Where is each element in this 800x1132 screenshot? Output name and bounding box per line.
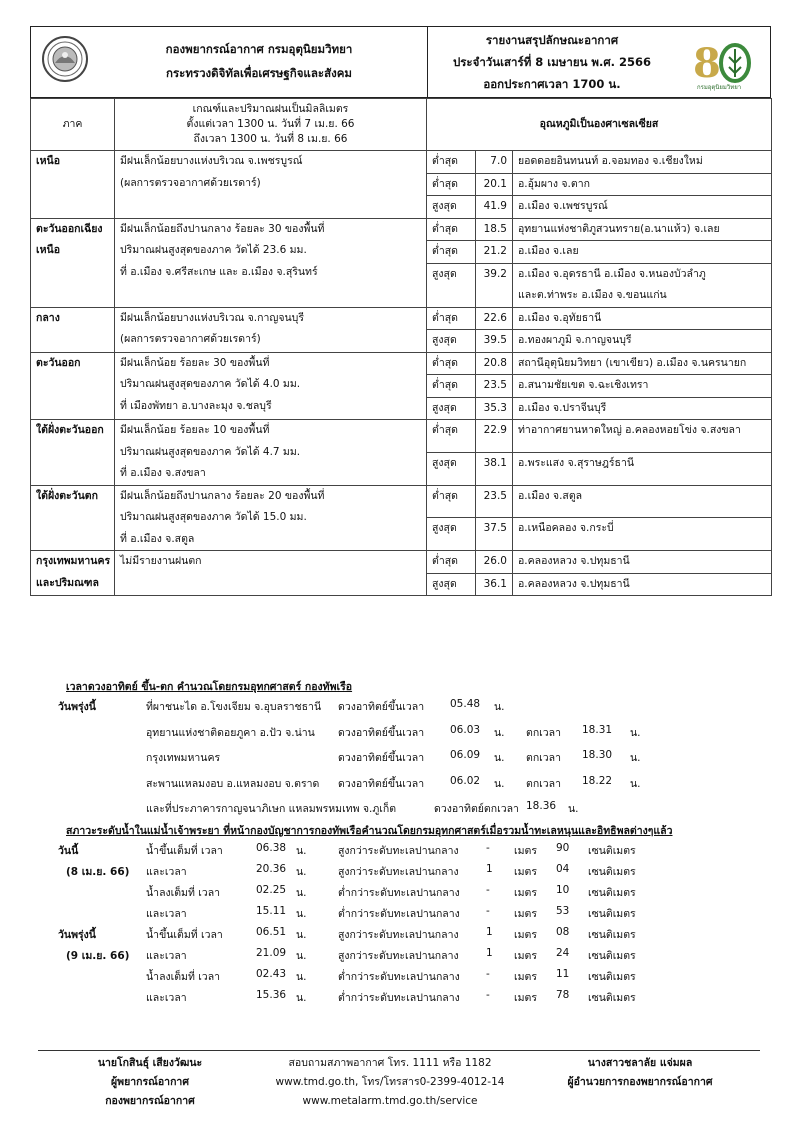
region-cell [31,485,115,551]
tide-meters: - [486,884,490,896]
sun-rise-label: ดวงอาทิตย์ขึ้นเวลา [338,777,425,790]
tide-meter-unit: เมตร [514,950,537,962]
rain-text: มีฝนเล็กน้อยบางแห่งบริเวณ จ.เพชรบูรณ์ [120,155,303,167]
tide-centimeters: 90 [556,842,570,854]
region-name: ตะวันออกเฉียงเหนือ [36,222,103,256]
temp-value: 39.5 [476,330,513,353]
tide-unit: น. [296,866,307,878]
sun-times-heading: เวลาดวงอาทิตย์ ขึ้น-ตก คำนวณโดยกรมอุทกศาสตร์ กองทัพเรือ [66,681,353,693]
tide-meters: 1 [486,947,493,959]
temp-value: 38.1 [476,452,513,485]
temp-value: 22.6 [476,307,513,330]
header-temperature: อุณหภูมิเป็นองศาเซลเซียส [427,99,772,151]
tide-time: 06.51 [256,926,287,938]
rain-text: ที่ อ.เมือง จ.ศรีสะเกษ และ อ.เมือง จ.สุรินทร์ [120,265,318,278]
region-cell [31,151,115,219]
sun-last-time: 18.36 [526,800,557,812]
tide-centimeters: 24 [556,947,570,959]
sun-place: สะพานแหลมงอบ อ.แหลมงอบ จ.ตราด [146,777,320,790]
temp-location-line: อ.พระแสง จ.สุราษฎร์ธานี [518,456,635,469]
temp-kind: สูงสุด [427,452,476,485]
tide-label: และเวลา [146,950,187,962]
temp-value: 35.3 [476,397,513,420]
rain-text: ที่ อ.เมือง จ.สงขลา [120,467,206,479]
forecaster-title: ผู้พยากรณ์อากาศ [111,1076,189,1088]
tide-unit: น. [296,950,307,962]
rain-text: (ผลการตรวจอากาศด้วยเรดาร์) [120,333,261,345]
temp-location-line: อ.เมือง จ.อุดรธานี อ.เมือง จ.หนองบัวลำภู [518,267,706,280]
tide-meters: - [486,989,490,1001]
tide-label: น้ำลงเต็มที่ เวลา [146,971,221,983]
sun-set-label: ตกเวลา [526,777,561,790]
region-name: กลาง [36,311,60,324]
table-header-row [31,99,772,151]
temp-location-line: อ.เมือง จ.เพชรบูรณ์ [518,200,608,212]
region-name: และปริมณฑล [36,576,99,589]
tide-meter-unit: เมตร [514,887,537,899]
tide-unit: น. [296,908,307,920]
region-name: เหนือ [36,155,60,167]
header-rain-line3: ถึงเวลา 1300 น. วันที่ 8 เม.ย. 66 [193,133,348,145]
director-name: นางสาวชลาลัย แจ่มผล [587,1057,693,1069]
tide-description: สูงกว่าระดับทะเลปานกลาง [338,866,459,878]
sun-day-label: วันพรุ่งนี้ [58,701,96,713]
temp-location [513,420,772,453]
footer-right [540,1054,740,1092]
rain-text: มีฝนเล็กน้อยบางแห่งบริเวณ จ.กาญจนบุรี [120,311,304,324]
tide-meters: 1 [486,926,493,938]
temp-location-line: ยอดดอยอินทนนท์ อ.จอมทอง จ.เชียงใหม่ [518,155,703,167]
temp-location [513,352,772,375]
footer-left [80,1054,220,1111]
tide-centimeters: 78 [556,989,570,1001]
sun-unit: น. [630,777,641,790]
sun-rise-label: ดวงอาทิตย์ขึ้นเวลา [338,701,425,713]
tide-label: น้ำขึ้นเต็มที่ เวลา [146,929,223,941]
footer-divider [38,1050,760,1051]
rain-cell [115,218,427,307]
tide-unit: น. [296,845,307,857]
table-row [31,218,772,241]
sun-rise-label: ดวงอาทิตย์ขึ้นเวลา [338,752,425,764]
temp-location-line: อุทยานแห่งชาติภูสวนทราย(อ.นาแห้ว) จ.เลย [518,222,720,235]
temp-location [513,330,772,353]
temp-location-line: อ.ทองผาภูมิ จ.กาญจนบุรี [518,334,632,346]
temp-kind: ต่ำสุด [427,352,476,375]
contact-service-url[interactable]: www.metalarm.tmd.go.th/service [302,1095,478,1107]
rain-cell [115,307,427,352]
tide-description: สูงกว่าระดับทะเลปานกลาง [338,845,459,857]
tide-cm-unit: เซนติเมตร [588,992,636,1004]
sun-rise-time: 06.03 [450,723,481,736]
sun-rise-label: ดวงอาทิตย์ขึ้นเวลา [338,726,425,739]
tide-day-label: วันพรุ่งนี้ [58,929,96,941]
temp-location-line: อ.เมือง จ.เลย [518,245,579,257]
tide-time: 06.38 [256,842,287,854]
temp-location-line: อ.เหนือคลอง จ.กระบี่ [518,522,614,535]
temp-kind: สูงสุด [427,397,476,420]
rain-text: ที่ อ.เมือง จ.สตูล [120,532,195,545]
tide-meters: - [486,905,490,917]
tide-meter-unit: เมตร [514,845,537,857]
tide-cm-unit: เซนติเมตร [588,971,636,983]
temp-location [513,397,772,420]
sun-rise-time: 06.09 [450,749,481,761]
temp-kind: ต่ำสุด [427,375,476,398]
weather-summary-table [30,98,772,596]
tide-meters: - [486,842,490,854]
temp-value: 21.2 [476,241,513,264]
tide-date-label: (8 เม.ย. 66) [66,866,130,878]
rain-text: ที่ เมืองพัทยา อ.บางละมุง จ.ชลบุรี [120,399,272,412]
temp-location-line: อ.เมือง จ.อุทัยธานี [518,311,602,324]
department-seal-icon [41,35,89,83]
rain-text: ปริมาณฝนสูงสุดของภาค วัดได้ 4.7 มม. [120,445,301,458]
tide-label: น้ำขึ้นเต็มที่ เวลา [146,845,223,857]
tide-time: 15.36 [256,989,287,1001]
temp-location [513,485,772,518]
tide-time: 20.36 [256,863,287,875]
tide-cm-unit: เซนติเมตร [588,866,636,878]
footer-contact [262,1054,518,1111]
temp-kind: ต่ำสุด [427,218,476,241]
tide-meter-unit: เมตร [514,992,537,1004]
sun-place: อุทยานแห่งชาติดอยภูคา อ.ปัว จ.น่าน [146,726,315,739]
sun-set-time: 18.30 [582,749,613,761]
rain-text: มีฝนเล็กน้อยถึงปานกลาง ร้อยละ 30 ของพื้นที่ [120,222,325,235]
temp-location-line: ท่าอากาศยานหาดใหญ่ อ.คลองหอยโข่ง จ.สงขลา [518,424,741,436]
anniversary-logo-icon [691,37,761,93]
table-row [31,352,772,375]
tide-description: สูงกว่าระดับทะเลปานกลาง [338,929,459,941]
temp-kind: ต่ำสุด [427,307,476,330]
temp-location [513,551,772,574]
rain-text: มีฝนเล็กน้อยถึงปานกลาง ร้อยละ 20 ของพื้นที่ [120,489,325,502]
tide-unit: น. [296,929,307,941]
temp-location [513,151,772,174]
sun-unit: น. [630,726,641,739]
tide-time: 02.25 [256,884,287,896]
sun-rise-time: 06.02 [450,774,481,787]
temp-kind: ต่ำสุด [427,151,476,174]
forecaster-name: นายโกสินธุ์ เสียงวัฒนะ [97,1057,203,1069]
org-line-1: กองพยากรณ์อากาศ กรมอุตุนิยมวิทยา [165,42,353,56]
temp-location-line: อ.คลองหลวง จ.ปทุมธานี [518,577,630,590]
temp-location [513,196,772,219]
contact-phone: สอบถามสภาพอากาศ โทร. 1111 หรือ 1182 [288,1057,492,1069]
rain-cell [115,551,427,596]
tide-meters: 1 [486,863,493,875]
tide-centimeters: 11 [556,968,570,980]
table-row [31,485,772,518]
report-title: รายงานสรุปลักษณะอากาศ [485,33,619,47]
tide-meter-unit: เมตร [514,908,537,920]
rain-text: ปริมาณฝนสูงสุดของภาค วัดได้ 23.6 มม. [120,244,307,256]
rain-text: มีฝนเล็กน้อย ร้อยละ 30 ของพื้นที่ [120,356,270,369]
rain-text: ปริมาณฝนสูงสุดของภาค วัดได้ 15.0 มม. [120,511,307,523]
tide-label: และเวลา [146,908,187,920]
header-rain-line2: ตั้งแต่เวลา 1300 น. วันที่ 7 เม.ย. 66 [186,118,355,130]
temp-kind: ต่ำสุด [427,241,476,264]
region-cell [31,551,115,596]
temp-value: 41.9 [476,196,513,219]
temp-location [513,241,772,264]
report-header [30,26,771,98]
table-row [31,551,772,574]
sun-set-label: ตกเวลา [526,726,561,739]
temp-location [513,518,772,551]
tide-meter-unit: เมตร [514,971,537,983]
temp-kind: ต่ำสุด [427,551,476,574]
temp-value: 23.5 [476,375,513,398]
temp-location-line: สถานีอุตุนิยมวิทยา (เขาเขียว) อ.เมือง จ.นครนายก [518,356,747,369]
sun-rise-time: 05.48 [450,698,481,710]
region-name: ตะวันออก [36,356,81,369]
temp-value: 22.9 [476,420,513,453]
sun-last-label: ดวงอาทิตย์ตกเวลา [434,803,519,815]
rain-text: (ผลการตรวจอากาศด้วยเรดาร์) [120,176,261,189]
region-name: กรุงเทพมหานคร [36,555,111,567]
tide-time: 02.43 [256,968,287,980]
rain-cell [115,151,427,219]
sun-unit: น. [494,726,505,739]
rain-text: มีฝนเล็กน้อย ร้อยละ 10 ของพื้นที่ [120,424,270,436]
temp-location-line: และต.ท่าพระ อ.เมือง จ.ขอนแก่น [518,289,667,301]
tide-cm-unit: เซนติเมตร [588,950,636,962]
contact-website[interactable]: www.tmd.go.th, โทร/โทรสาร0-2399-4012-14 [275,1076,505,1088]
sun-unit: น. [494,777,505,790]
temp-kind: ต่ำสุด [427,485,476,518]
sun-set-time: 18.22 [582,774,613,787]
temp-location [513,173,772,196]
table-row [31,307,772,330]
tide-unit: น. [296,992,307,1004]
temp-value: 20.8 [476,352,513,375]
temp-location [513,218,772,241]
temp-location [513,452,772,485]
temp-location-line: อ.เมือง จ.สตูล [518,489,583,502]
temp-value: 23.5 [476,485,513,518]
temp-location-line: อ.สนามชัยเขต จ.ฉะเชิงเทรา [518,379,649,391]
organization-name [91,37,427,85]
temp-kind: ต่ำสุด [427,173,476,196]
tide-label: น้ำลงเต็มที่ เวลา [146,887,221,899]
region-cell [31,352,115,420]
tide-cm-unit: เซนติเมตร [588,887,636,899]
sun-unit: น. [630,752,641,764]
header-region: ภาค [31,99,115,151]
temp-value: 39.2 [476,263,513,307]
temp-kind: สูงสุด [427,196,476,219]
tide-unit: น. [296,971,307,983]
tide-meter-unit: เมตร [514,866,537,878]
temp-value: 37.5 [476,518,513,551]
region-cell [31,307,115,352]
tide-meter-unit: เมตร [514,929,537,941]
svg-text:8: 8 [693,40,721,87]
sun-last-unit: น. [568,803,579,815]
tide-centimeters: 53 [556,905,570,917]
sun-set-label: ตกเวลา [526,752,561,764]
tide-label: และเวลา [146,866,187,878]
temp-value: 36.1 [476,573,513,596]
tide-cm-unit: เซนติเมตร [588,908,636,920]
temp-kind: สูงสุด [427,263,476,307]
temp-location [513,263,772,307]
tide-centimeters: 04 [556,863,570,875]
region-cell [31,218,115,307]
region-name: ใต้ฝั่งตะวันตก [36,489,98,502]
tide-date-label: (9 เม.ย. 66) [66,950,130,962]
table-row [31,420,772,453]
tide-centimeters: 08 [556,926,570,938]
tide-heading: สภาวะระดับน้ำในแม่น้ำเจ้าพระยา ที่หน้ากองบัญชาการกองทัพเรือคำนวณโดยกรมอุทกศาสตร์เมื่อรวมน้ำทะเลหนุนและอิทธิพลต่างๆแล้ว [66,825,673,837]
tide-label: และเวลา [146,992,187,1004]
tide-description: สูงกว่าระดับทะเลปานกลาง [338,950,459,962]
rain-cell [115,352,427,420]
logo-caption: กรมอุตุนิยมวิทยา [697,84,742,91]
region-cell [31,420,115,486]
temp-location [513,375,772,398]
tide-cm-unit: เซนติเมตร [588,845,636,857]
tide-description: ต่ำกว่าระดับทะเลปานกลาง [338,908,460,920]
tide-time: 21.09 [256,947,287,959]
temp-value: 20.1 [476,173,513,196]
sun-place: กรุงเทพมหานคร [146,752,221,764]
temp-location [513,307,772,330]
report-title-block [427,29,677,95]
temp-value: 26.0 [476,551,513,574]
tide-meters: - [486,968,490,980]
temp-kind: สูงสุด [427,573,476,596]
sun-unit: น. [494,701,505,713]
sun-last-place: และที่ประภาคารกาญจนาภิเษก แหลมพรหมเทพ จ.ภูเก็ต [146,803,397,815]
table-row [31,151,772,174]
report-time: ออกประกาศเวลา 1700 น. [483,77,621,91]
sun-unit: น. [494,752,505,764]
tide-description: ต่ำกว่าระดับทะเลปานกลาง [338,887,460,899]
director-title: ผู้อำนวยการกองพยากรณ์อากาศ [567,1076,713,1088]
sun-place: ที่ผาชนะได อ.โขงเจียม จ.อุบลราชธานี [146,701,322,713]
tide-day-label: วันนี้ [58,845,79,857]
temp-location-line: อ.คลองหลวง จ.ปทุมธานี [518,555,630,567]
header-rain [115,99,427,151]
rain-cell [115,420,427,486]
sun-set-time: 18.31 [582,723,613,736]
tide-unit: น. [296,887,307,899]
temp-location [513,573,772,596]
temp-kind: สูงสุด [427,518,476,551]
region-name: ใต้ฝั่งตะวันออก [36,424,104,436]
temp-value: 7.0 [476,151,513,174]
report-date: ประจำวันเสาร์ที่ 8 เมษายน พ.ศ. 2566 [452,55,652,69]
temp-kind: ต่ำสุด [427,420,476,453]
tide-description: ต่ำกว่าระดับทะเลปานกลาง [338,992,460,1004]
tide-time: 15.11 [256,905,287,917]
tide-description: ต่ำกว่าระดับทะเลปานกลาง [338,971,460,983]
temp-kind: สูงสุด [427,330,476,353]
temp-value: 18.5 [476,218,513,241]
rain-text: ไม่มีรายงานฝนตก [120,555,202,567]
tide-cm-unit: เซนติเมตร [588,929,636,941]
rain-cell [115,485,427,551]
temp-location-line: อ.เมือง จ.ปราจีนบุรี [518,401,607,414]
rain-text: ปริมาณฝนสูงสุดของภาค วัดได้ 4.0 มม. [120,378,301,390]
temp-location-line: อ.อุ้มผาง จ.ตาก [518,177,590,190]
org-line-2: กระทรวงดิจิทัลเพื่อเศรษฐกิจและสังคม [166,66,352,80]
tide-centimeters: 10 [556,884,570,896]
forecaster-division: กองพยากรณ์อากาศ [105,1095,195,1107]
header-rain-line1: เกณฑ์และปริมาณฝนเป็นมิลลิเมตร [192,103,349,115]
